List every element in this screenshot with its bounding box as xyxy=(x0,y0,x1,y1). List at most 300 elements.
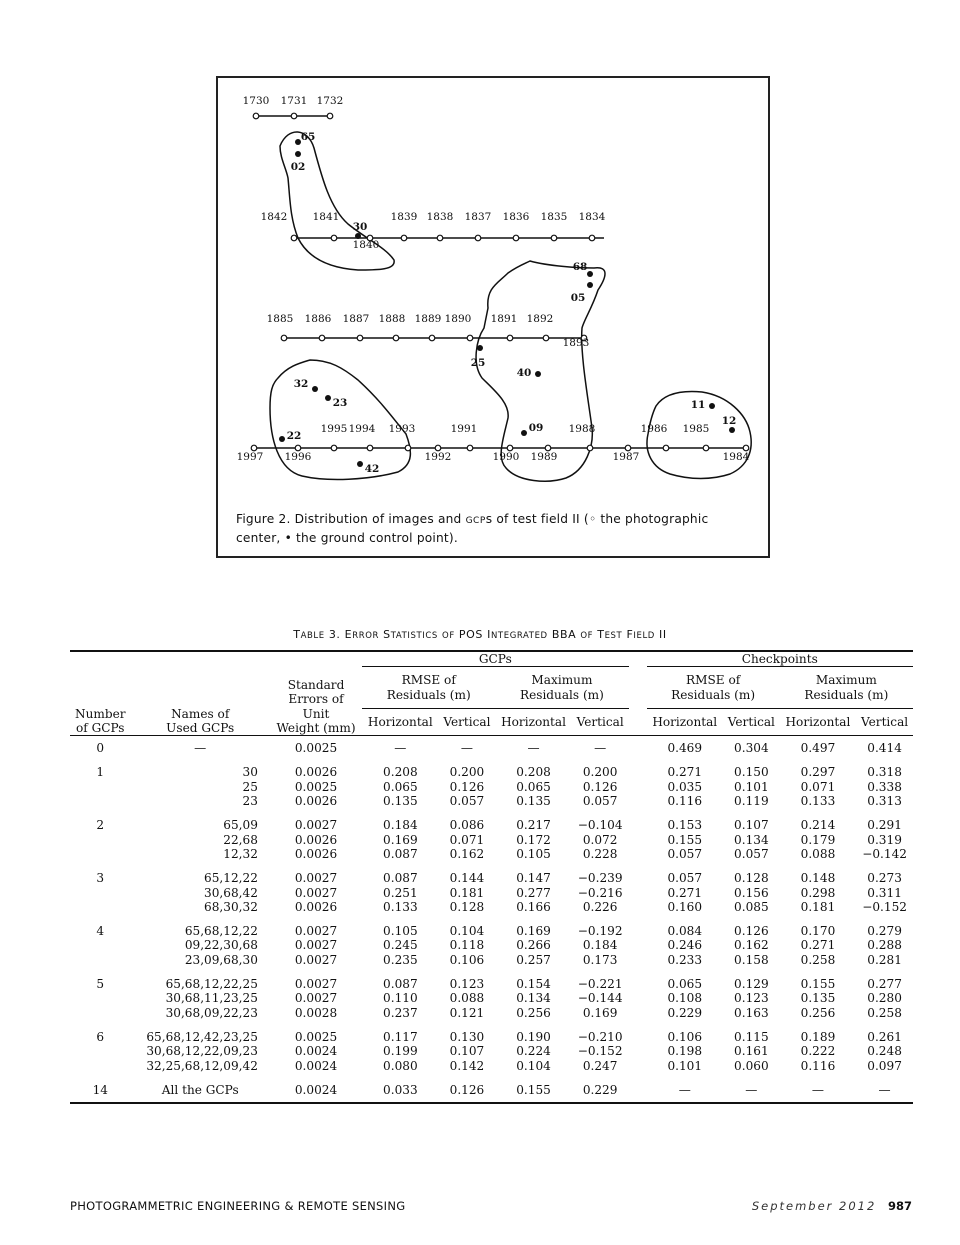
table-cell: 0.271 xyxy=(800,938,836,953)
photo-center-label: 1835 xyxy=(540,211,568,223)
cell-number: 1 xyxy=(96,765,105,780)
title-word: BBA xyxy=(551,628,577,641)
table-cell: 0.086 xyxy=(449,818,485,833)
dot-symbol: • xyxy=(284,531,292,545)
table-cell: 0.0027 xyxy=(294,885,338,900)
title-text: T xyxy=(293,628,301,641)
table-cell: 0.126 xyxy=(734,924,769,939)
header-names xyxy=(131,667,270,736)
table-cell: 0.057 xyxy=(449,794,485,809)
table-cell: 0.087 xyxy=(383,871,418,886)
table-cell: 0.087 xyxy=(383,846,418,861)
photo-center-label: 1731 xyxy=(280,95,308,107)
cell-number xyxy=(70,900,131,919)
table-cell: −0.144 xyxy=(577,991,623,1006)
cell-number: 5 xyxy=(96,977,105,992)
header-chk-rmse xyxy=(647,667,780,709)
table-cell: — xyxy=(394,741,407,756)
ground-control-point xyxy=(279,436,285,442)
table-cell: 0.116 xyxy=(800,1058,836,1073)
table-cell: 0.279 xyxy=(867,924,902,939)
table-cell: 0.271 xyxy=(667,765,703,780)
table-cell: 0.0025 xyxy=(294,1029,338,1044)
table-cell: 0.065 xyxy=(383,779,418,794)
table-cell: 0.248 xyxy=(867,1044,902,1059)
header-number xyxy=(70,667,131,736)
table-row xyxy=(70,866,913,885)
table-cell: 0.084 xyxy=(667,924,703,939)
table-cell: 0.0027 xyxy=(294,871,338,886)
caption-line2-b: the ground control point). xyxy=(291,531,458,545)
page-number: 987 xyxy=(887,1199,912,1213)
photo-center xyxy=(743,445,749,451)
header-line: Residuals (m) xyxy=(386,687,471,702)
cell-number xyxy=(70,953,131,972)
header-gcp-rmse xyxy=(362,667,495,709)
table-cell: 0.273 xyxy=(867,871,902,886)
table-cell: 0.115 xyxy=(734,1029,769,1044)
table-cell: 0.057 xyxy=(667,871,703,886)
gcp-label: 11 xyxy=(690,399,706,411)
table-cell: 0.0026 xyxy=(294,846,338,861)
table-cell: 0.169 xyxy=(383,832,418,847)
table-cell: 0.088 xyxy=(800,846,836,861)
table-cell: −0.192 xyxy=(577,924,623,939)
ground-control-point xyxy=(521,430,527,436)
table-cell: 0.311 xyxy=(867,885,902,900)
photo-center-label: 1732 xyxy=(316,95,344,107)
table-cell: 0.318 xyxy=(867,765,902,780)
table-cell: 0.0024 xyxy=(294,1044,338,1059)
ground-control-point xyxy=(295,151,301,157)
photo-center xyxy=(507,335,513,341)
table-cell: 0.246 xyxy=(667,938,703,953)
table-cell xyxy=(629,794,647,813)
table-cell: 0.060 xyxy=(734,1058,769,1073)
table-row xyxy=(70,1006,913,1025)
cell-number xyxy=(70,991,131,1005)
table-cell xyxy=(629,991,647,1005)
table-cell xyxy=(629,919,647,938)
photo-center xyxy=(475,235,481,241)
table-cell: 0.135 xyxy=(516,794,551,809)
table-cell: 0.277 xyxy=(516,885,551,900)
table-row xyxy=(70,833,913,847)
group-checkpoints: Checkpoints xyxy=(647,651,913,667)
cell-names: — xyxy=(194,741,207,756)
gcp-label: 42 xyxy=(364,463,380,475)
photo-center xyxy=(331,235,337,241)
photo-center-label: 1985 xyxy=(682,423,710,435)
table-cell: −0.142 xyxy=(862,846,907,861)
photo-center xyxy=(367,445,373,451)
table-cell: 0.155 xyxy=(516,1082,551,1097)
table-cell: 0.280 xyxy=(867,991,902,1006)
cell-number xyxy=(70,886,131,900)
table-cell: 0.128 xyxy=(734,871,769,886)
photo-center-label: 1995 xyxy=(320,423,348,435)
gcp-label: 12 xyxy=(721,415,737,427)
header-horizontal: Horizontal xyxy=(652,714,718,729)
photo-center-label: 1834 xyxy=(578,211,606,223)
table-cell: 0.057 xyxy=(582,794,618,809)
table-cell xyxy=(629,736,647,761)
table-cell: 0.0028 xyxy=(294,1005,338,1020)
table-cell: 0.133 xyxy=(383,899,418,914)
table-cell: 0.237 xyxy=(383,1005,418,1020)
table-cell: 0.200 xyxy=(449,765,485,780)
table-cell: 0.101 xyxy=(734,779,769,794)
cell-names: All the GCPs xyxy=(161,1082,239,1097)
table-cell: 0.104 xyxy=(516,1058,551,1073)
table-cell: 0.281 xyxy=(867,952,902,967)
table-cell: 0.271 xyxy=(667,885,703,900)
issue-date: September 2012 xyxy=(751,1199,877,1213)
header-line: Residuals (m) xyxy=(519,687,604,702)
table-cell: 0.256 xyxy=(516,1005,551,1020)
table-cell xyxy=(629,760,647,779)
header-line: Standard xyxy=(287,678,345,692)
header-line: Number xyxy=(75,706,126,721)
table-cell: 0.288 xyxy=(867,938,902,953)
table-cell xyxy=(629,1078,647,1103)
title-word: NTEGRATED xyxy=(490,631,548,641)
header-gcp-max xyxy=(495,667,628,709)
table-cell: 0.208 xyxy=(516,765,551,780)
photo-center xyxy=(543,335,549,341)
photo-center-label: 1839 xyxy=(390,211,418,223)
header-line: Residuals (m) xyxy=(804,687,889,702)
table-cell xyxy=(629,886,647,900)
ground-control-point xyxy=(357,461,363,467)
caption-suffix: s of test field II ( xyxy=(485,512,589,526)
table-cell: — xyxy=(527,741,540,756)
table-cell: 0.107 xyxy=(449,1044,485,1059)
table-row xyxy=(70,1059,913,1078)
table-title xyxy=(0,628,960,641)
caption-gcp: GCP xyxy=(465,516,486,526)
cell-names: 65,09 xyxy=(223,818,258,833)
table-cell: 0.226 xyxy=(582,899,618,914)
table-cell: 0.0027 xyxy=(294,991,338,1006)
cell-names: 30,68,11,23,25 xyxy=(165,991,258,1006)
photo-center xyxy=(281,335,287,341)
table-cell: — xyxy=(745,1082,758,1097)
cell-number xyxy=(70,1059,131,1078)
table-cell: 0.251 xyxy=(383,885,418,900)
cell-number xyxy=(70,938,131,952)
photo-center xyxy=(589,235,595,241)
table-cell: 0.0026 xyxy=(294,899,338,914)
table-cell: 0.266 xyxy=(516,938,551,953)
table-cell: 0.085 xyxy=(734,899,769,914)
journal-name: PHOTOGRAMMETRIC ENGINEERING & REMOTE SENSING xyxy=(70,1199,406,1213)
photo-center xyxy=(467,335,473,341)
table-cell: 0.0027 xyxy=(294,938,338,953)
table-cell xyxy=(629,780,647,794)
table-cell: 0.118 xyxy=(449,938,485,953)
title-word: POS xyxy=(458,628,483,641)
table-cell: −0.216 xyxy=(577,885,623,900)
table-row xyxy=(70,1044,913,1058)
table-cell: 0.181 xyxy=(800,899,836,914)
table-cell: 0.155 xyxy=(800,977,836,992)
header-line: Errors of xyxy=(288,692,344,707)
table-cell: 0.162 xyxy=(449,846,485,861)
title-text: 3. xyxy=(324,628,345,641)
table-cell: 0.298 xyxy=(800,885,836,900)
photo-center xyxy=(551,235,557,241)
table-cell xyxy=(629,953,647,972)
table-cell: 0.035 xyxy=(667,779,703,794)
table-cell: 0.134 xyxy=(734,832,769,847)
page-footer xyxy=(752,1199,912,1213)
table-cell: — xyxy=(460,741,473,756)
photo-center-label: 1842 xyxy=(260,211,288,223)
photo-center-label: 1991 xyxy=(450,423,478,435)
table-cell xyxy=(629,938,647,952)
table-row xyxy=(70,938,913,952)
table-cell: 0.158 xyxy=(734,952,769,967)
photo-center xyxy=(703,445,709,451)
ground-control-point xyxy=(477,345,483,351)
photo-center xyxy=(251,445,257,451)
header-horizontal: Horizontal xyxy=(501,714,566,729)
table-cell: 0.198 xyxy=(667,1044,703,1059)
photo-center-label: 1885 xyxy=(266,313,294,325)
table-cell: 0.160 xyxy=(667,899,703,914)
table-cell: 0.189 xyxy=(800,1029,836,1044)
ground-control-point xyxy=(325,395,331,401)
cell-names: 22,68 xyxy=(223,832,258,847)
photo-center-label: 1836 xyxy=(502,211,530,223)
table-cell: 0.0025 xyxy=(294,779,338,794)
table-row xyxy=(70,972,913,991)
cell-names: 23 xyxy=(242,794,258,809)
table-cell: 0.106 xyxy=(449,952,485,967)
table-cell: 0.142 xyxy=(449,1058,485,1073)
photo-center-label: 1840 xyxy=(352,239,380,251)
table-cell xyxy=(629,1044,647,1058)
title-word: RROR xyxy=(352,631,379,641)
header-vertical: Vertical xyxy=(443,714,491,729)
table-cell xyxy=(629,847,647,866)
cell-names: 65,68,12,22 xyxy=(184,924,258,939)
ground-control-point xyxy=(355,233,361,239)
table-cell: 0.087 xyxy=(383,977,418,992)
table-cell: 0.228 xyxy=(582,846,618,861)
header-line: Maximum xyxy=(531,673,593,688)
table-cell: 0.235 xyxy=(383,952,418,967)
gcp-label: 02 xyxy=(290,161,306,173)
table-row xyxy=(70,780,913,794)
header-horizontal: Horizontal xyxy=(785,714,851,729)
table-cell: 0.065 xyxy=(516,779,551,794)
photo-center xyxy=(401,235,407,241)
table-cell: 0.110 xyxy=(383,991,418,1006)
table-cell xyxy=(629,1059,647,1078)
header-line: Weight (mm) xyxy=(276,720,356,735)
table-cell: 0.133 xyxy=(800,794,836,809)
table-cell: 0.200 xyxy=(582,765,618,780)
table-cell: 0.414 xyxy=(867,741,902,756)
photo-center-label: 1841 xyxy=(312,211,340,223)
table-cell: 0.033 xyxy=(383,1082,418,1097)
table-cell: 0.130 xyxy=(449,1029,485,1044)
cell-names: 30 xyxy=(242,765,258,780)
table-cell: 0.497 xyxy=(800,741,836,756)
table-cell: 0.150 xyxy=(734,765,769,780)
gcp-label: 30 xyxy=(352,221,368,233)
table-cell: 0.155 xyxy=(667,832,703,847)
table-cell: −0.152 xyxy=(862,899,907,914)
cell-names: 65,68,12,22,25 xyxy=(165,977,258,992)
header-vertical: Vertical xyxy=(576,714,624,729)
ground-control-point xyxy=(535,371,541,377)
photo-center xyxy=(513,235,519,241)
header-horizontal: Horizontal xyxy=(367,714,433,729)
cell-number: 14 xyxy=(92,1082,108,1097)
cell-number: 3 xyxy=(96,871,105,886)
table-cell: 0.313 xyxy=(867,794,902,809)
table-row xyxy=(70,813,913,832)
gcp-label: 68 xyxy=(572,261,588,273)
cell-names: 65,12,22 xyxy=(204,871,258,886)
photo-center-label: 1838 xyxy=(426,211,454,223)
table-cell: 0.277 xyxy=(867,977,902,992)
gcp-label: 22 xyxy=(286,430,302,442)
photo-center-label: 1888 xyxy=(378,313,406,325)
table-cell: 0.106 xyxy=(667,1029,703,1044)
table-cell: 0.097 xyxy=(867,1058,902,1073)
table-cell: 0.208 xyxy=(383,765,418,780)
cell-names: 65,68,12,42,23,25 xyxy=(146,1029,258,1044)
ground-control-point xyxy=(312,386,318,392)
photo-center xyxy=(295,445,301,451)
distribution-diagram xyxy=(218,78,768,508)
photo-center xyxy=(625,445,631,451)
table-cell xyxy=(629,900,647,919)
table-row xyxy=(70,886,913,900)
ground-control-point xyxy=(587,271,593,277)
cell-names: 32,25,68,12,09,42 xyxy=(146,1058,258,1073)
table-cell: 0.229 xyxy=(667,1005,703,1020)
header-line: Maximum xyxy=(815,673,877,688)
ground-control-point xyxy=(729,427,735,433)
table-cell: 0.0024 xyxy=(294,1058,338,1073)
figure-frame xyxy=(216,76,770,558)
group-gcps: GCPs xyxy=(362,651,628,667)
open-circle-symbol: ◦ xyxy=(588,512,597,526)
table-cell: 0.108 xyxy=(667,991,703,1006)
photo-center xyxy=(429,335,435,341)
photo-center-label: 1990 xyxy=(492,451,520,463)
header-line: Unit xyxy=(302,706,330,721)
ground-control-point xyxy=(709,403,715,409)
table-cell: 0.233 xyxy=(667,952,703,967)
table-cell: 0.057 xyxy=(734,846,769,861)
photo-center xyxy=(507,445,513,451)
table-cell: 0.217 xyxy=(516,818,551,833)
table-cell: 0.154 xyxy=(516,977,551,992)
table-cell: 0.258 xyxy=(867,1005,902,1020)
table-cell: 0.245 xyxy=(383,938,418,953)
table-row xyxy=(70,847,913,866)
header-vertical: Vertical xyxy=(727,714,775,729)
header-line: Used GCPs xyxy=(166,720,235,735)
caption-mid: the photographic xyxy=(596,512,709,526)
gcp-label: 05 xyxy=(570,292,586,304)
photo-center-label: 1996 xyxy=(284,451,312,463)
table-cell: 0.123 xyxy=(449,977,485,992)
title-word: OF xyxy=(442,631,455,641)
photo-center xyxy=(663,445,669,451)
table-cell: 0.162 xyxy=(734,938,769,953)
photo-center-label: 1889 xyxy=(414,313,442,325)
table-cell: 0.104 xyxy=(449,924,485,939)
table-cell: 0.148 xyxy=(800,871,836,886)
caption-line2-a: center, xyxy=(236,531,285,545)
table-cell: 0.173 xyxy=(582,952,618,967)
table-cell: 0.214 xyxy=(800,818,836,833)
photo-center-label: 1891 xyxy=(490,313,518,325)
table-row xyxy=(70,953,913,972)
cell-number xyxy=(70,780,131,794)
title-word: I xyxy=(487,628,491,641)
table-cell: 0.0027 xyxy=(294,924,338,939)
photo-center-label: 1993 xyxy=(388,423,416,435)
table-cell: 0.199 xyxy=(383,1044,418,1059)
cell-names: 30,68,12,22,09,23 xyxy=(146,1044,258,1059)
table-cell: 0.0027 xyxy=(294,952,338,967)
table-cell: 0.105 xyxy=(516,846,551,861)
table-cell: 0.088 xyxy=(449,991,485,1006)
photo-center xyxy=(357,335,363,341)
table-cell: 0.144 xyxy=(449,871,485,886)
gcp-label: 09 xyxy=(528,422,544,434)
title-word: OF xyxy=(580,631,594,641)
table-cell xyxy=(629,813,647,832)
photo-center-label: 1994 xyxy=(348,423,376,435)
table-cell: −0.239 xyxy=(577,871,623,886)
error-statistics-table xyxy=(70,650,913,1104)
table-row xyxy=(70,1078,913,1103)
table-cell: 0.319 xyxy=(867,832,902,847)
photo-center xyxy=(435,445,441,451)
photo-center xyxy=(393,335,399,341)
table-cell: 0.163 xyxy=(734,1005,769,1020)
table-row xyxy=(70,794,913,813)
table-cell: −0.104 xyxy=(577,818,623,833)
photo-center-label: 1989 xyxy=(530,451,558,463)
cell-number: 4 xyxy=(96,924,105,939)
table-cell: 0.190 xyxy=(516,1029,551,1044)
table-cell: 0.080 xyxy=(383,1058,418,1073)
header-vertical: Vertical xyxy=(861,714,909,729)
photo-center-label: 1890 xyxy=(444,313,472,325)
photo-center-label: 1986 xyxy=(640,423,668,435)
table-cell: 0.169 xyxy=(516,924,551,939)
header-std xyxy=(270,667,362,736)
table-cell: 0.184 xyxy=(383,818,418,833)
table-row xyxy=(70,991,913,1005)
table-cell: 0.0026 xyxy=(294,832,338,847)
photo-center xyxy=(291,113,297,119)
gcp-label: 23 xyxy=(332,397,348,409)
title-word: T xyxy=(597,628,605,641)
table-cell: −0.210 xyxy=(577,1029,623,1044)
table-cell: 0.128 xyxy=(449,899,485,914)
